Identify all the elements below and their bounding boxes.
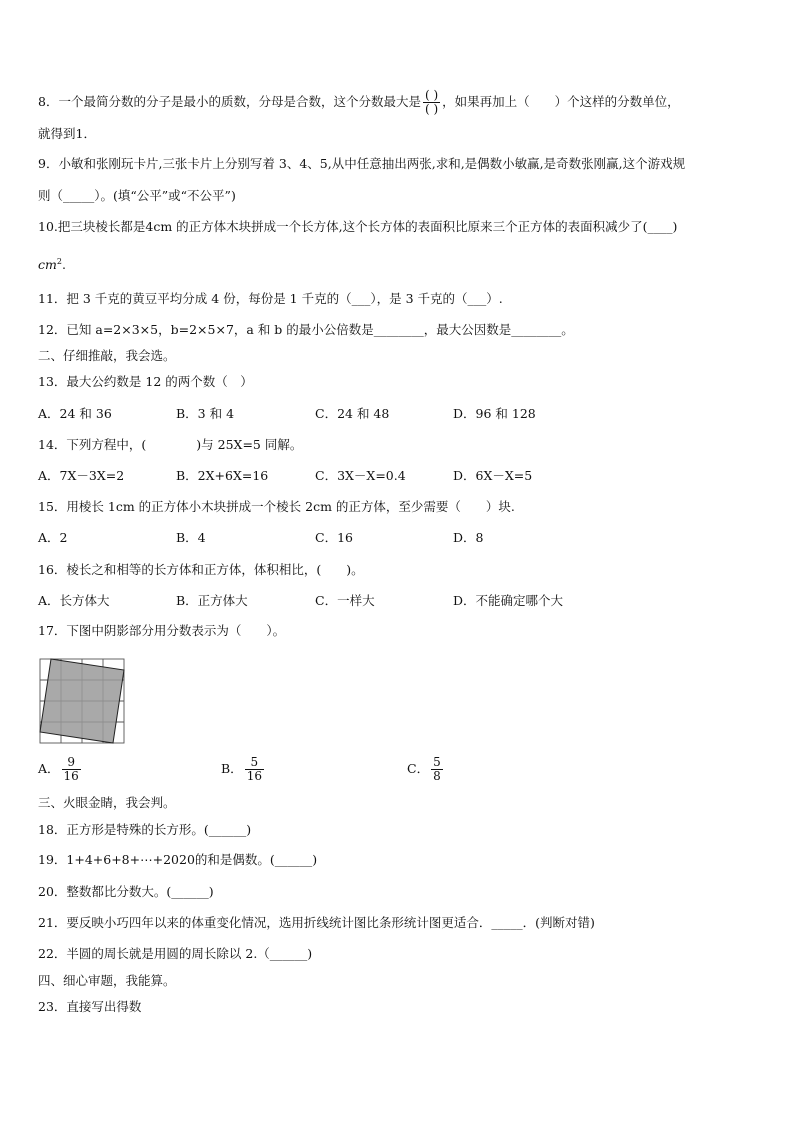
q10-unit-text: cm (38, 257, 57, 273)
q17-option-b-label: B． (221, 761, 243, 776)
q13-stem: 13．最大公约数是 12 的两个数（ ） (38, 374, 253, 389)
q15-option-a[interactable]: A．2 (38, 530, 68, 545)
section4-heading: 四、细心审题，我能算。 (38, 973, 176, 988)
q9-line2: 则（_____）。(填“公平”或“不公平”) (38, 188, 236, 203)
q13-option-a[interactable]: A．24 和 36 (38, 406, 112, 421)
q17-grid-figure (39, 658, 127, 746)
q13-option-d[interactable]: D．96 和 128 (453, 406, 536, 421)
q13-option-b[interactable]: B．3 和 4 (176, 406, 235, 421)
q10-unit (38, 254, 66, 273)
q17-option-b[interactable] (221, 756, 266, 783)
q16-option-b[interactable]: B．正方体大 (176, 593, 248, 608)
q9-line1: 9．小敏和张刚玩卡片,三张卡片上分别写着 3、4、5,从中任意抽出两张,求和,是偶数小敏赢,是奇数张刚赢,这个游戏规 (38, 156, 686, 171)
q8-line2: 就得到1． (38, 126, 96, 141)
q15-option-c[interactable]: C．16 (315, 530, 353, 545)
q19-expression: 1+4+6+8+⋯+2020 (66, 852, 195, 867)
q23-line: 23．直接写出得数 (38, 999, 142, 1014)
q17-option-c-num: 5 (433, 755, 441, 769)
q16-option-d[interactable]: D．不能确定哪个大 (453, 593, 564, 608)
q17-option-a-den: 16 (63, 769, 79, 783)
q8-fraction-num: ( ) (424, 88, 439, 102)
q17-option-c-den: 8 (433, 769, 441, 783)
q15-stem: 15．用棱长 1cm 的正方体小木块拼成一个棱长 2cm 的正方体，至少需要（ ）块. (38, 499, 515, 514)
q10-unit-sup: 2 (56, 257, 62, 266)
q14-option-d[interactable]: D．6X－X=5 (453, 468, 533, 483)
q17-stem: 17．下图中阴影部分用分数表示为（ ）。 (38, 623, 286, 638)
section2-heading: 二、仔细推敲，我会选。 (38, 348, 176, 363)
q19-line (38, 852, 317, 868)
q15-option-d[interactable]: D．8 (453, 530, 484, 545)
q16-stem: 16．棱长之和相等的长方体和正方体，体积相比，( )。 (38, 562, 364, 577)
q22-line: 22．半圆的周长就是用圆的周长除以 2.（______) (38, 946, 313, 961)
q17-option-b-fraction (245, 756, 264, 783)
q13-option-c[interactable]: C．24 和 48 (315, 406, 390, 421)
q17-option-a-label: A． (38, 761, 60, 776)
q8-text-part2: ，如果再加上（ ）个这样的分数单位， (442, 94, 680, 109)
q17-option-c-fraction (431, 756, 443, 783)
q16-option-c[interactable]: C．一样大 (315, 593, 375, 608)
q12-line: 12．已知 a=2×3×5，b=2×5×7，a 和 b 的最小公倍数是________，最大公因数是________。 (38, 322, 574, 337)
q8-line1 (38, 89, 680, 116)
q17-option-c[interactable] (407, 756, 445, 783)
q14-option-b[interactable]: B．2X+6X=16 (176, 468, 269, 483)
q10-line1: 10.把三块棱长都是4cm 的正方体木块拼成一个长方体,这个长方体的表面积比原来三个正方体的表面积减少了(____) (38, 219, 678, 234)
q19-number: 19． (38, 852, 67, 867)
q8-text-part1: 8．一个最简分数的分子是最小的质数，分母是合数，这个分数最大是 (38, 94, 421, 109)
q8-fraction-den: ( ) (424, 102, 439, 116)
q14-option-a[interactable]: A．7X－3X=2 (38, 468, 125, 483)
q17-option-a-num: 9 (62, 756, 81, 770)
q20-line: 20．整数都比分数大。(______) (38, 884, 214, 899)
q17-option-b-den: 16 (246, 769, 262, 783)
q11-line: 11．把 3 千克的黄豆平均分成 4 份，每份是 1 千克的（___），是 3 千克的（___）. (38, 291, 503, 306)
q17-option-a-fraction (62, 756, 81, 783)
section3-heading: 三、火眼金睛，我会判。 (38, 795, 176, 810)
q10-unit-end: . (61, 257, 66, 273)
q17-option-b-num: 5 (245, 756, 264, 770)
q21-line: 21．要反映小巧四年以来的体重变化情况，选用折线统计图比条形统计图更适合．_____．(判断对错) (38, 915, 595, 930)
q17-option-a[interactable] (38, 756, 83, 783)
q17-option-c-label: C． (407, 761, 430, 776)
q18-line: 18．正方形是特殊的长方形。(______) (38, 822, 252, 837)
q8-fraction-blank (423, 89, 440, 116)
q15-option-b[interactable]: B．4 (176, 530, 206, 545)
q14-option-c[interactable]: C．3X－X=0.4 (315, 468, 406, 483)
q14-stem: 14．下列方程中，( )与 25X=5 同解。 (38, 437, 303, 452)
q17-shaded-square (40, 659, 124, 743)
q16-option-a[interactable]: A．长方体大 (38, 593, 110, 608)
q19-rest: 的和是偶数。(______) (194, 852, 318, 867)
